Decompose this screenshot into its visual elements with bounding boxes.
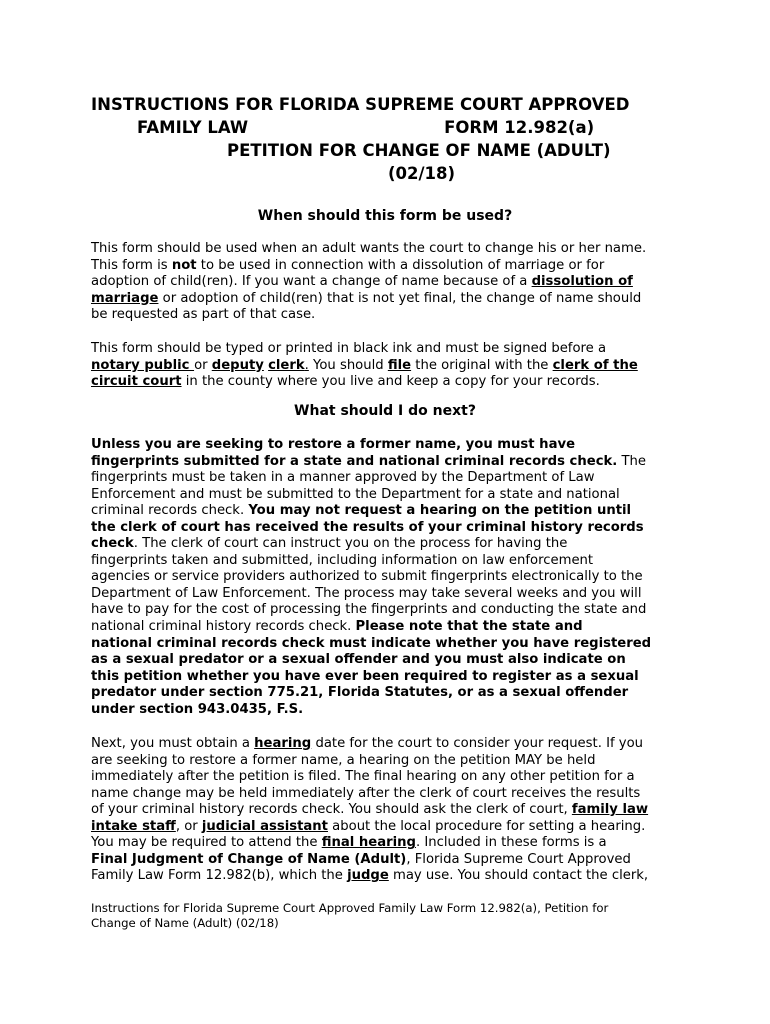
emphasis-not: not bbox=[171, 257, 197, 273]
page-footer bbox=[91, 901, 679, 931]
text-line bbox=[91, 619, 679, 636]
text-line: be requested as part of that case. bbox=[91, 307, 316, 323]
text-run: this petition whether you have ever been required to register as a sexual bbox=[91, 668, 639, 684]
text-line: Enforcement and must be submitted to the Department for a state and national bbox=[91, 486, 620, 502]
glossary-term-clerk: clerk bbox=[268, 357, 305, 373]
glossary-term-marriage: marriage bbox=[91, 290, 159, 306]
text-line bbox=[91, 685, 679, 702]
text-line bbox=[91, 437, 679, 454]
text-run: . Included in these forms is a bbox=[415, 835, 607, 851]
glossary-term-clerk-of-the: clerk of the bbox=[552, 357, 638, 373]
glossary-term-judge: judge bbox=[347, 868, 389, 884]
text-run: Family Law Form 12.982(b), which the bbox=[91, 868, 348, 884]
document-title bbox=[91, 93, 691, 185]
glossary-term-final-hearing: final hearing bbox=[321, 835, 416, 851]
text-run: predator under section 775.21, Florida Statutes, or as a sexual offender bbox=[91, 685, 629, 701]
glossary-term-judicial-assistant: judicial assistant bbox=[201, 818, 328, 834]
text-line bbox=[91, 868, 679, 885]
text-run: , Florida Supreme Court Approved bbox=[406, 851, 631, 867]
text-run: may use. You should contact the clerk, bbox=[388, 868, 649, 884]
text-run: . bbox=[304, 357, 309, 373]
text-line: agencies or service providers authorized to submit fingerprints electronically to the bbox=[91, 569, 643, 585]
text-line bbox=[91, 852, 679, 869]
text-line bbox=[91, 258, 679, 275]
text-line bbox=[91, 736, 679, 753]
text-line: fingerprints must be taken in a manner approved by the Department of Law bbox=[91, 470, 595, 486]
text-line bbox=[91, 652, 679, 669]
text-run: or adoption of child(ren) that is not yet final, the change of name should bbox=[158, 290, 642, 306]
text-run: of your criminal history records check. You should ask the clerk of court, bbox=[91, 802, 572, 818]
text-line bbox=[91, 636, 679, 653]
text-run: about the local procedure for setting a hearing. bbox=[327, 818, 646, 834]
text-line bbox=[91, 702, 679, 719]
title-line-2 bbox=[91, 116, 691, 139]
text-run: as a sexual predator or a sexual offender and you must also indicate on bbox=[91, 652, 626, 668]
paragraph-signing bbox=[91, 341, 679, 391]
text-run: fingerprints submitted for a state and national criminal records check. bbox=[91, 453, 618, 469]
title-family-law: FAMILY LAW bbox=[137, 118, 249, 137]
text-line: This form should be typed or printed in black ink and must be signed before a bbox=[91, 341, 607, 356]
text-run: Unless you are seeking to restore a former name, you must have bbox=[91, 437, 576, 452]
text-run: This form is bbox=[91, 257, 172, 273]
text-line bbox=[91, 802, 679, 819]
text-run: Please note that the state and bbox=[355, 619, 583, 635]
section-heading-next: What should I do next? bbox=[294, 403, 476, 419]
text-run: the original with the bbox=[411, 357, 553, 373]
title-form-number: FORM 12.982(a) bbox=[444, 118, 595, 137]
footer-line-2: Change of Name (Adult) (02/18) bbox=[91, 916, 279, 930]
glossary-term-family-law: family law bbox=[571, 802, 649, 818]
paragraph-fingerprints bbox=[91, 437, 679, 718]
glossary-term-deputy: deputy bbox=[211, 357, 264, 373]
text-run: criminal records check. bbox=[91, 503, 249, 519]
text-run: You may be required to attend the bbox=[91, 835, 322, 851]
text-line bbox=[91, 503, 679, 520]
text-line: This form should be used when an adult wants the court to change his or her name. bbox=[91, 241, 647, 256]
text-line bbox=[91, 274, 679, 291]
text-line bbox=[91, 374, 679, 391]
text-line: fingerprints taken and submitted, including information on law enforcement bbox=[91, 552, 594, 568]
text-run: check bbox=[91, 536, 134, 552]
text-line: name change may be held immediately after the clerk of court receives the results bbox=[91, 785, 641, 801]
text-run: date for the court to consider your request. If you bbox=[311, 736, 644, 751]
text-run: Next, you must obtain a bbox=[91, 736, 255, 751]
text-run: You may not request a hearing on the petition until bbox=[248, 503, 632, 519]
text-line: Department of Law Enforcement. The process may take several weeks and you will bbox=[91, 585, 642, 601]
text-line bbox=[91, 536, 679, 553]
section-heading-when: When should this form be used? bbox=[257, 208, 513, 224]
text-run: national criminal history records check. bbox=[91, 619, 356, 635]
glossary-term-circuit-court: circuit court bbox=[91, 374, 182, 390]
text-run: adoption of child(ren). If you want a change of name because of a bbox=[91, 274, 532, 290]
text-line: are seeking to restore a former name, a hearing on the petition MAY be held bbox=[91, 752, 596, 768]
text-run: the clerk of court has received the results of your criminal history records bbox=[91, 519, 644, 535]
text-line: immediately after the petition is filed. The final hearing on any other petition for a bbox=[91, 769, 635, 785]
text-line bbox=[91, 454, 679, 471]
text-run: . The clerk of court can instruct you on the process for having the bbox=[133, 536, 568, 552]
paragraph-when-used bbox=[91, 241, 679, 324]
glossary-term-intake-staff: intake staff bbox=[91, 818, 176, 834]
glossary-term-dissolution: dissolution of bbox=[531, 274, 633, 290]
footer-line-1: Instructions for Florida Supreme Court Approved Family Law Form 12.982(a), Petition for bbox=[91, 901, 609, 915]
title-line-3: PETITION FOR CHANGE OF NAME (ADULT) bbox=[227, 141, 611, 160]
glossary-term-hearing: hearing bbox=[254, 736, 312, 751]
text-line bbox=[91, 835, 679, 852]
text-run: You should bbox=[308, 357, 388, 373]
glossary-term-notary-public: notary public bbox=[91, 357, 195, 373]
glossary-term-file: file bbox=[387, 357, 412, 373]
text-run: or bbox=[194, 357, 212, 373]
text-line bbox=[91, 520, 679, 537]
text-line bbox=[91, 291, 679, 308]
text-line bbox=[91, 819, 679, 836]
text-run: in the county where you live and keep a copy for your records. bbox=[181, 374, 600, 390]
text-run: The bbox=[617, 453, 647, 469]
text-run: , or bbox=[175, 818, 202, 834]
title-date: (02/18) bbox=[388, 164, 456, 183]
text-run: to be used in connection with a dissolution of marriage or for bbox=[196, 257, 605, 273]
paragraph-hearing bbox=[91, 736, 679, 885]
title-line-1: INSTRUCTIONS FOR FLORIDA SUPREME COURT APPROVED bbox=[91, 95, 630, 114]
text-run: Final Judgment of Change of Name (Adult) bbox=[91, 851, 407, 867]
text-run: national criminal records check must indicate whether you have registered bbox=[91, 635, 652, 651]
text-run: under section 943.0435, F.S. bbox=[91, 701, 304, 717]
text-line bbox=[91, 669, 679, 686]
text-line bbox=[91, 358, 679, 375]
text-line: have to pay for the cost of processing the fingerprints and conducting the state and bbox=[91, 602, 647, 618]
